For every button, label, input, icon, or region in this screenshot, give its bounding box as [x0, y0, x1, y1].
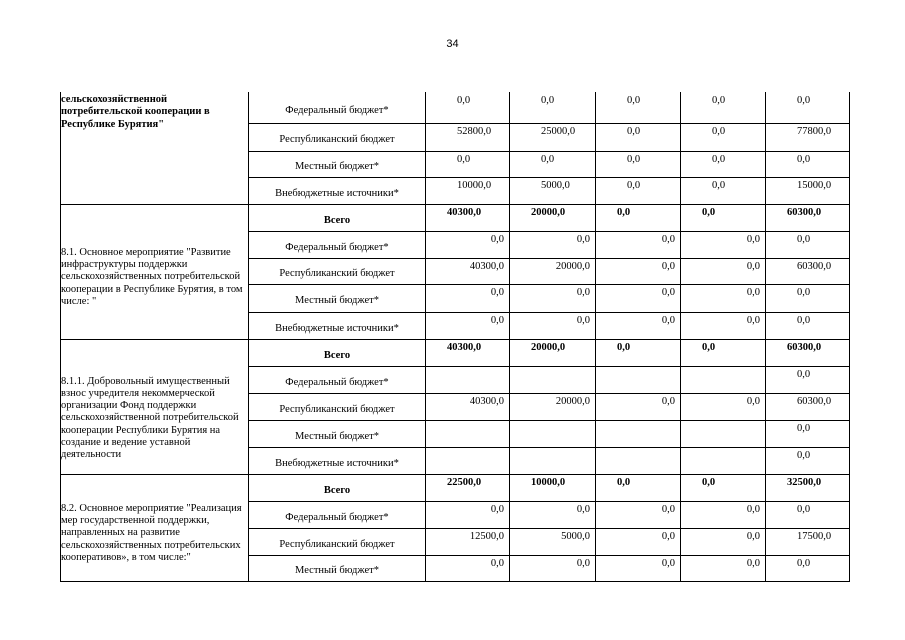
row-value: 10000,0	[457, 180, 492, 191]
row-value: 0,0	[797, 287, 811, 298]
page-number: 34	[446, 38, 459, 50]
row-value: 20000,0	[555, 396, 590, 407]
row-value: 10000,0	[531, 477, 566, 488]
row-value: 0,0	[490, 234, 504, 245]
row-separator	[248, 231, 850, 232]
row-separator	[248, 447, 850, 448]
row-value: 40300,0	[447, 207, 482, 218]
grid-vline	[765, 92, 766, 581]
grid-vline	[849, 92, 850, 581]
row-value: 5000,0	[541, 180, 570, 191]
block-separator	[60, 581, 850, 582]
row-source: Местный бюджет*	[295, 565, 379, 576]
row-value: 0,0	[627, 95, 641, 106]
row-value: 0,0	[746, 287, 760, 298]
row-value: 0,0	[797, 154, 811, 165]
row-value: 20000,0	[531, 342, 566, 353]
row-value: 0,0	[712, 180, 726, 191]
row-separator	[248, 366, 850, 367]
row-value: 0,0	[746, 558, 760, 569]
row-value: 0,0	[617, 342, 631, 353]
row-value: 0,0	[661, 261, 675, 272]
row-value: 0,0	[746, 261, 760, 272]
row-source: Всего	[323, 484, 351, 496]
row-value: 0,0	[661, 315, 675, 326]
row-source: Республиканский бюджет	[279, 538, 395, 550]
row-value: 0,0	[576, 558, 590, 569]
row-value: 0,0	[576, 287, 590, 298]
row-value: 20000,0	[531, 207, 566, 218]
row-value: 40300,0	[469, 261, 504, 272]
row-value: 52800,0	[457, 126, 492, 137]
row-value: 0,0	[797, 234, 811, 245]
block-separator	[60, 474, 850, 475]
row-value: 0,0	[627, 154, 641, 165]
row-value: 12500,0	[469, 531, 504, 542]
row-separator	[248, 501, 850, 502]
row-source: Федеральный бюджет*	[285, 241, 389, 253]
row-value: 0,0	[746, 531, 760, 542]
row-separator	[248, 258, 850, 259]
block-separator	[60, 204, 850, 205]
row-value: 0,0	[712, 126, 726, 137]
row-source: Республиканский бюджет	[279, 403, 395, 415]
row-value: 0,0	[661, 558, 675, 569]
row-source: Всего	[323, 349, 351, 361]
row-value: 0,0	[797, 504, 811, 515]
block-title: 8.2. Основное мероприятие "Реализация мер государственной поддержки, направленных на развитие сельскохозяйственных потребительских кооперативов», в том числе:"	[61, 502, 242, 563]
row-source: Внебюджетные источники*	[275, 457, 399, 469]
row-source: Местный бюджет*	[295, 430, 379, 442]
row-value: 0,0	[797, 369, 811, 380]
block-title: 8.1. Основное мероприятие "Развитие инфраструктуры поддержки сельскохозяйственных потребительской кооперации в Республике Бурятия, в том числе: "	[61, 246, 243, 307]
row-value: 60300,0	[797, 261, 832, 272]
row-value: 0,0	[627, 180, 641, 191]
row-separator	[248, 123, 850, 124]
row-source: Внебюджетные источники*	[275, 187, 399, 199]
row-value: 0,0	[712, 95, 726, 106]
row-value: 40300,0	[447, 342, 482, 353]
row-separator	[248, 284, 850, 285]
row-value: 32500,0	[787, 477, 822, 488]
row-value: 0,0	[661, 396, 675, 407]
row-value: 0,0	[797, 450, 811, 461]
row-separator	[248, 151, 850, 152]
row-value: 0,0	[746, 234, 760, 245]
row-value: 77800,0	[797, 126, 832, 137]
row-value: 60300,0	[787, 342, 822, 353]
row-value: 0,0	[576, 315, 590, 326]
row-value: 0,0	[490, 558, 504, 569]
row-value: 0,0	[490, 287, 504, 298]
row-separator	[248, 420, 850, 421]
row-value: 0,0	[541, 154, 555, 165]
row-value: 0,0	[617, 207, 631, 218]
row-value: 0,0	[746, 396, 760, 407]
row-value: 0,0	[490, 504, 504, 515]
row-source: Федеральный бюджет*	[285, 511, 389, 523]
row-source: Федеральный бюджет*	[285, 104, 389, 116]
row-value: 0,0	[797, 423, 811, 434]
row-value: 0,0	[702, 207, 716, 218]
row-value: 0,0	[746, 315, 760, 326]
row-value: 0,0	[627, 126, 641, 137]
row-value: 0,0	[490, 315, 504, 326]
row-value: 40300,0	[469, 396, 504, 407]
row-value: 60300,0	[787, 207, 822, 218]
row-value: 0,0	[576, 504, 590, 515]
row-value: 22500,0	[447, 477, 482, 488]
row-value: 15000,0	[797, 180, 832, 191]
row-value: 0,0	[457, 95, 471, 106]
row-value: 0,0	[661, 504, 675, 515]
block-title: сельскохозяйственной потребительской кооперации в Республике Бурятия"	[61, 94, 210, 130]
row-value: 0,0	[702, 342, 716, 353]
row-value: 0,0	[746, 504, 760, 515]
row-separator	[248, 312, 850, 313]
block-separator	[60, 339, 850, 340]
row-value: 0,0	[712, 154, 726, 165]
row-value: 0,0	[797, 558, 811, 569]
row-value: 0,0	[617, 477, 631, 488]
block-title: 8.1.1. Добровольный имущественный взнос учредителя некоммерческой организации Фонд поддержки сельскохозяйственной потребительской кооперации Республики Бурятия на создание и ведение уставной деятельности	[61, 375, 239, 461]
row-source: Республиканский бюджет	[279, 268, 395, 279]
row-value: 17500,0	[797, 531, 832, 542]
row-separator	[248, 177, 850, 178]
row-value: 25000,0	[541, 126, 576, 137]
row-value: 0,0	[661, 234, 675, 245]
row-separator	[248, 393, 850, 394]
row-source: Федеральный бюджет*	[285, 376, 389, 388]
row-value: 0,0	[661, 531, 675, 542]
row-source: Местный бюджет*	[295, 295, 379, 306]
row-separator	[248, 555, 850, 556]
row-value: 20000,0	[555, 261, 590, 272]
row-value: 0,0	[661, 287, 675, 298]
row-value: 0,0	[797, 95, 811, 106]
row-value: 0,0	[797, 315, 811, 326]
row-value: 0,0	[702, 477, 716, 488]
row-source: Внебюджетные источники*	[275, 322, 399, 334]
row-separator	[248, 528, 850, 529]
row-value: 0,0	[457, 154, 471, 165]
row-source: Республиканский бюджет	[279, 134, 395, 145]
row-source: Местный бюджет*	[295, 161, 379, 172]
row-value: 0,0	[541, 95, 555, 106]
row-value: 5000,0	[561, 531, 590, 542]
row-value: 0,0	[576, 234, 590, 245]
row-value: 60300,0	[797, 396, 832, 407]
row-source: Всего	[323, 214, 351, 226]
